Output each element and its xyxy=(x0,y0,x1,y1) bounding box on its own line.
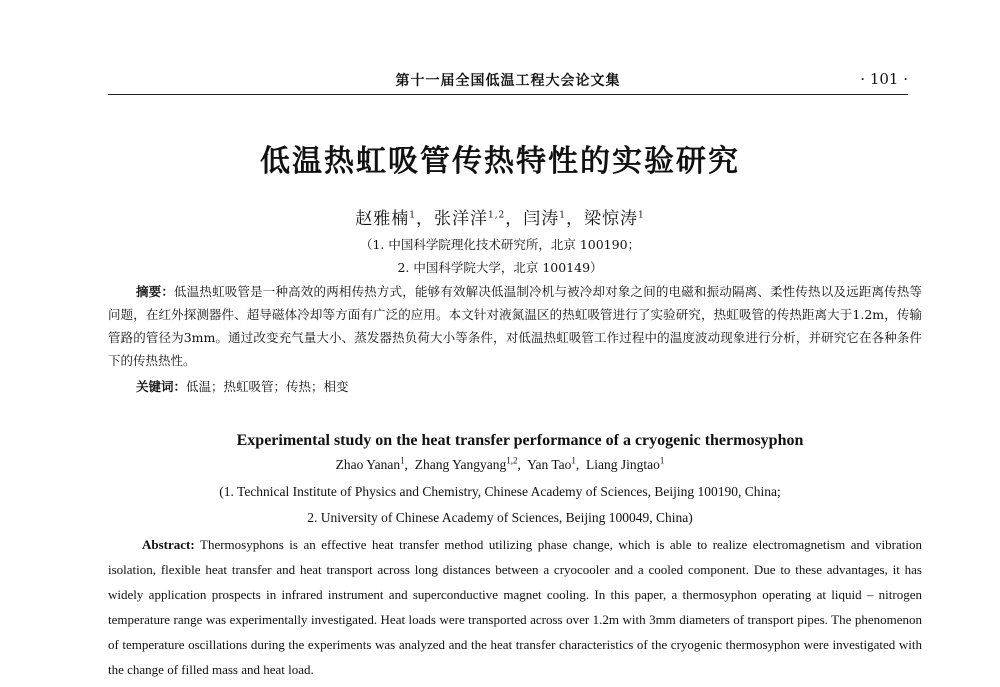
affiliation-zh-1: （1. 中国科学院理化技术研究所，北京 100190； xyxy=(359,237,641,252)
author-name: Liang Jingtao xyxy=(586,457,660,472)
keywords-zh-label: 关键词： xyxy=(136,379,187,394)
paper-title-en: Experimental study on the heat transfer performance of a cryogenic thermosyphon xyxy=(236,432,804,449)
author-name: Yan Tao xyxy=(527,457,572,472)
authors-zh: 赵雅楠$^1$，张洋洋$^{1,2}$，闫涛$^1$，梁惊涛$^1$ xyxy=(355,209,645,229)
author-name: 张洋洋 xyxy=(433,209,488,229)
author-affil-mark: 1,2 xyxy=(487,210,506,221)
affiliation-en-1: (1. Technical Institute of Physics and Chemistry, Chinese Academy of Sciences, Beijing 100190, China; xyxy=(219,484,781,499)
abstract-en-text: Thermosyphons is an effective heat transfer method utilizing phase change, which is able to realize electromagnetism and vibration isolation, flexible heat transfer and heat transport across long distances between a cryocooler and a cooled component. Due to these advantages, it has widely application prospects in infrared instrument and superconductive magnet cooling. In this paper, a thermosyphon operating at liquid – nitrogen temperature range was experimentally investigated. Heat loads were transported across over 1.2m with 3mm diameters of transport pipes. The phenomenon of temperature oscillations during the experiments was analyzed and the heat transfer characteristics of the cryogenic thermosyphon were investigated with the change of filled mass and heat load. xyxy=(108,537,922,677)
affiliation-en-2: 2. University of Chinese Academy of Sciences, Beijing 100049, China) xyxy=(307,510,693,525)
author-affil-mark: 1 xyxy=(638,210,645,221)
paper-title-zh: 低温热虹吸管传热特性的实验研究 xyxy=(260,144,740,179)
abstract-zh-text: 低温热虹吸管是一种高效的两相传热方式，能够有效解决低温制冷机与被冷却对象之间的电磁和振动隔离、柔性传热以及远距离传热等问题，在红外探测器件、超导磁体冷却等方面有广泛的应用。本文针对液氮温区的热虹吸管进行了实验研究，热虹吸管的传热距离大于1.2m，传输管路的管径为3mm。通过改变充气量大小、蒸发器热负荷大小等条件，对低温热虹吸管工作过程中的温度波动现象进行分析，并研究它在各种条件下的传热热性。 xyxy=(108,284,922,368)
running-title: 第十一届全国低温工程大会论文集 xyxy=(395,73,621,89)
abstract-en-label: Abstract: xyxy=(142,537,195,552)
author-affil-mark: 1 xyxy=(571,455,576,466)
abstract-zh-label: 摘要： xyxy=(136,284,175,299)
authors-en: Zhao Yanan$^1$, Zhang Yangyang$^{1,2}$, Yan Tao$^1$, Liang Jingtao$^1$ xyxy=(335,455,665,472)
affiliation-zh-2: 2. 中国科学院大学，北京 100149） xyxy=(397,260,603,275)
author-affil-mark: 1 xyxy=(659,455,665,466)
author-name: 赵雅楠 xyxy=(355,209,410,229)
running-header xyxy=(108,70,908,95)
author-affil-mark: 1 xyxy=(409,210,416,221)
author-name: 闫涛 xyxy=(523,209,560,229)
abstract-en xyxy=(108,532,922,682)
abstract-zh xyxy=(108,280,922,372)
author-affil-mark: 1 xyxy=(559,210,567,221)
author-name: Zhang Yangyang xyxy=(414,457,507,472)
page-number: · 101 · xyxy=(860,70,908,88)
author-name: 梁惊涛 xyxy=(584,209,639,229)
keywords-zh xyxy=(136,375,922,398)
author-affil-mark: 1,2 xyxy=(506,455,518,466)
author-name: Zhao Yanan xyxy=(335,457,401,472)
author-affil-mark: 1 xyxy=(400,455,405,466)
keywords-zh-text: 低温；热虹吸管；传热；相变 xyxy=(186,379,349,394)
